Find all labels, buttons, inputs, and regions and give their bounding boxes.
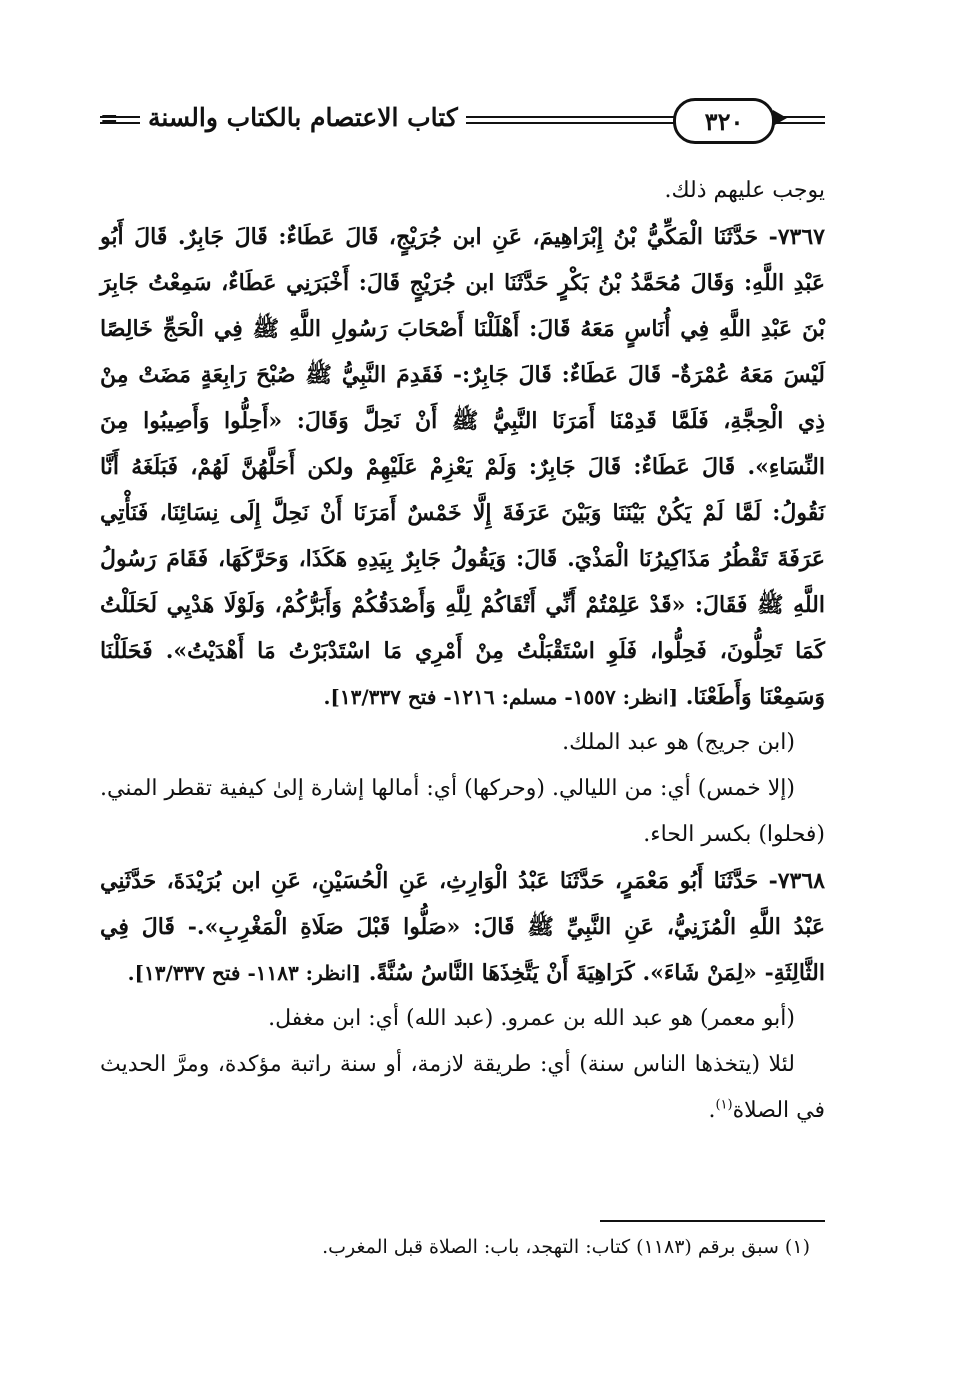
footnote-text: (١) سبق برقم (١١٨٣) كتاب: التهجد، باب: الصلاة قبل المغرب. xyxy=(322,1236,810,1258)
hadith-reference: [انظر: ١١٨٣- فتح ١٣/٣٣٧]. xyxy=(127,961,362,985)
commentary-text: (أبو معمر) هو عبد الله بن عمرو. (عبد الله) أي: ابن مغفل. xyxy=(268,1006,795,1031)
commentary-text: (ابن جريج) هو عبد الملك. xyxy=(562,730,795,755)
page-header xyxy=(100,96,825,144)
paragraph-text: يوجب عليهم ذلك. xyxy=(664,178,825,203)
hadith-reference: [انظر: ١٥٥٧- مسلم: ١٢١٦- فتح ١٣/٣٣٧]. xyxy=(323,685,679,709)
title-mark: = xyxy=(100,106,119,132)
hadith-7368 xyxy=(100,858,825,996)
commentary-paragraph xyxy=(100,720,825,766)
book-title: كتاب الاعتصام بالكتاب والسنة xyxy=(140,96,466,140)
commentary-text: لئلا (يتخذها الناس سنة) أي: طريقة لازمة، أو سنة راتبة مؤكدة، ومرَّ الحديث في الصلاة xyxy=(100,1052,825,1123)
footnote-separator xyxy=(600,1220,825,1222)
page-badge-arrow-icon xyxy=(773,110,787,126)
footnote-marker[interactable]: (١) xyxy=(715,1097,733,1113)
main-text xyxy=(100,168,825,1134)
page-number-badge xyxy=(673,98,775,144)
page-number: ٣٢٠ xyxy=(704,106,744,136)
commentary-tail: . xyxy=(708,1098,716,1123)
commentary-text: (إلا خمس) أي: من الليالي. (وحركها) أي: أمالها إشارة إلىٰ كيفية تقطر المني. (فحلوا) بكسر الحاء. xyxy=(100,776,825,847)
hadith-text: ٧٣٦٧- حَدَّثَنَا الْمَكِّيُّ بْنُ إِبْرَاهِيمَ، عَنِ ابن جُرَيْجٍ، قَالَ عَطَاءٌ: قَالَ جَابِرٌ. قَالَ أَبُو عَبْدِ اللَّهِ: وَقَالَ مُحَمَّدُ بْنُ بَكْرٍ حَدَّثَنَا ابن جُرَيْجٍ قَالَ: أَخْبَرَنِي عَطَاءٌ، سَمِعْتُ جَابِرَ بْنَ عَبْدِ اللَّهِ فِي أُنَاسٍ مَعَهُ قَالَ: أَهْلَلْنَا أَصْحَابَ رَسُولِ اللَّهِ ﷺ فِي الْحَجِّ خَالِصًا لَيْسَ مَعَهُ عُمْرَةٌ- قَالَ عَطَاءٌ: قَالَ جَابِرٌ:- فَقَدِمَ النَّبِيُّ ﷺ صُبْحَ رَابِعَةٍ مَضَتْ مِنْ ذِي الْحِجَّةِ، فَلَمَّا قَدِمْنَا أَمَرَنَا النَّبِيُّ ﷺ أَنْ نَحِلَّ وَقَالَ: «أَحِلُّوا وَأَصِيبُوا مِنَ النِّسَاءِ». قَالَ عَطَاءٌ: قَالَ جَابِرٌ: وَلَمْ يَعْزِمْ عَلَيْهِمْ ولكن أَحَلَّهُنَّ لَهُمْ، فَبَلَغَهُ أَنَّا نَقُولُ: لَمَّا لَمْ يَكُنْ بَيْنَنَا وَبَيْنَ عَرَفَةَ إِلَّا خَمْسٌ أَمَرَنَا أَنْ نَحِلَّ إِلَى نِسَائِنَا، فَنَأْتِي عَرَفَةَ تَقْطُرُ مَذَاكِيرُنَا الْمَذْيَ. قَالَ: وَيَقُولُ جَابِرٌ بِيَدِهِ هَكَذَا، وَحَرَّكَهَا، فَقَامَ رَسُولُ اللَّهِ ﷺ فَقَالَ: «قَدْ عَلِمْتُمْ أَنِّي أَتْقَاكُمْ لِلَّهِ وَأَصْدَقُكُمْ وَأَبَرُّكُمْ، وَلَوْلَا هَدْيِي لَحَلَلْتُ كَمَا تَحِلُّونَ، فَحِلُّوا، فَلَوِ اسْتَقْبَلْتُ مِنْ أَمْرِي مَا اسْتَدْبَرْتُ مَا أَهْدَيْتُ». فَحَلَلْنَا وَسَمِعْنَا وَأَطَعْنَا. xyxy=(100,224,825,710)
commentary-paragraph xyxy=(100,1042,825,1134)
commentary-paragraph xyxy=(100,766,825,858)
footnote xyxy=(100,1230,810,1264)
hadith-text: ٧٣٦٨- حَدَّثَنَا أَبُو مَعْمَرٍ، حَدَّثَنَا عَبْدُ الْوَارِثِ، عَنِ الْحُسَيْنِ، عَنِ ابن بُرَيْدَةَ، حَدَّثَنِي عَبْدُ اللَّهِ الْمُزَنِيُّ، عَنِ النَّبِيِّ ﷺ قَالَ: «صَلُّوا قَبْلَ صَلَاةِ الْمَغْرِبِ».- قَالَ فِي الثَّالِثَةِ- «لِمَنْ شَاءَ». كَرَاهِيَةَ أَنْ يَتَّخِذَهَا النَّاسُ سُنَّةً. xyxy=(100,868,825,986)
hadith-7367 xyxy=(100,214,825,720)
commentary-paragraph xyxy=(100,996,825,1042)
paragraph-continuation xyxy=(100,168,825,214)
